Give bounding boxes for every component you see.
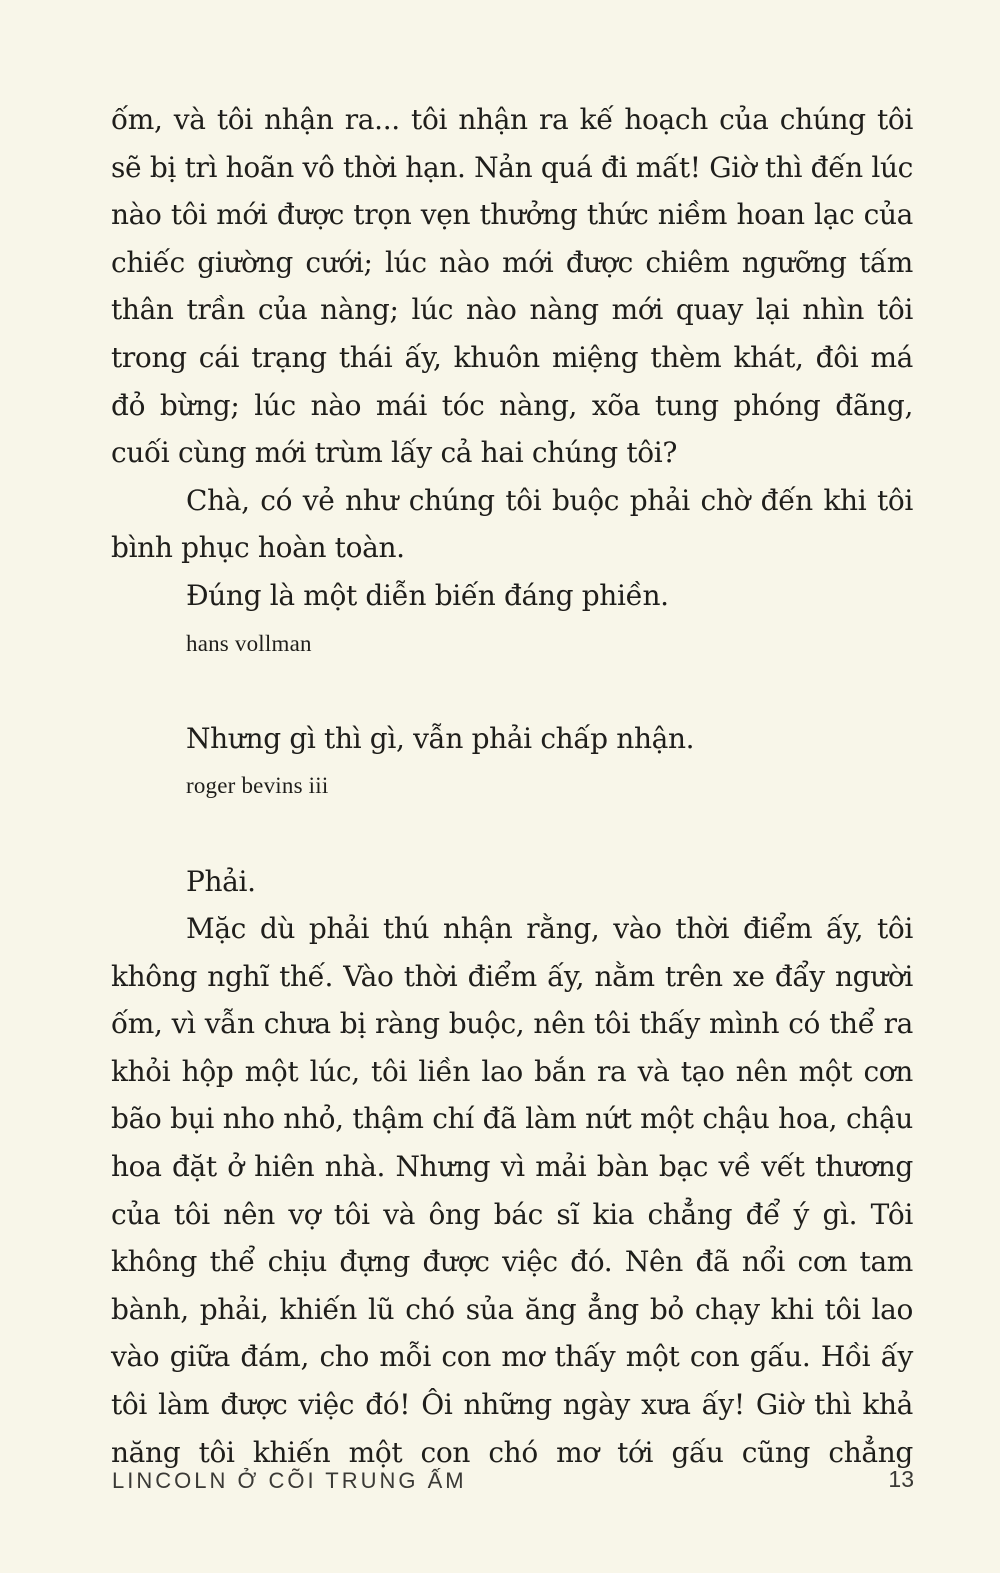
- speaker-attribution: hans vollman: [186, 630, 312, 656]
- paragraph-continued: ốm, và tôi nhận ra... tôi nhận ra kế hoạch của chúng tôi sẽ bị trì hoãn vô thời hạn. Nản quá đi mất! Giờ thì đến lúc nào tôi mới được trọn vẹn thưởng thức niềm hoan lạc của chiếc giường cưới; lúc nào mới được chiêm ngưỡng tấm thân trần của nàng; lúc nào nàng mới quay lại nhìn tôi trong cái trạng thái ấy, khuôn miệng thèm khát, đôi má đỏ bừng; lúc nào mái tóc nàng, xõa tung phóng đãng, cuối cùng mới trùm lấy cả hai chúng tôi?: [111, 103, 913, 470]
- paragraph: Chà, có vẻ như chúng tôi buộc phải chờ đến khi tôi bình phục hoàn toàn.: [111, 483, 913, 565]
- body-text: [111, 96, 913, 1476]
- speaker-attribution: roger bevins iii: [186, 773, 329, 799]
- page-number: 13: [888, 1466, 914, 1492]
- running-footer-title: LINCOLN Ở CÕI TRUNG ẤM: [112, 1468, 467, 1493]
- paragraph: Nhưng gì thì gì, vẫn phải chấp nhận.: [186, 721, 695, 755]
- paragraph: Mặc dù phải thú nhận rằng, vào thời điểm ấy, tôi không nghĩ thế. Vào thời điểm ấy, nằm trên xe đẩy người ốm, vì vẫn chưa bị ràng buộc, nên tôi thấy mình có thể ra khỏi hộp một lúc, tôi liền lao bắn ra và tạo nên một cơn bão bụi nho nhỏ, thậm chí đã làm nứt một chậu hoa, chậu hoa đặt ở hiên nhà. Nhưng vì mải bàn bạc về vết thương của tôi nên vợ tôi và ông bác sĩ kia chẳng để ý gì. Tôi không thể chịu đựng được việc đó. Nên đã nổi cơn tam bành, phải, khiến lũ chó sủa ăng ẳng bỏ chạy khi tôi lao vào giữa đám, cho mỗi con mơ thấy một con gấu. Hồi ấy tôi làm được việc đó! Ôi những ngày xưa ấy! Giờ thì khả năng tôi khiến một con chó mơ tới gấu cũng chẳng: [111, 912, 913, 1469]
- paragraph: Đúng là một diễn biến đáng phiền.: [186, 578, 669, 612]
- paragraph: Phải.: [186, 864, 256, 898]
